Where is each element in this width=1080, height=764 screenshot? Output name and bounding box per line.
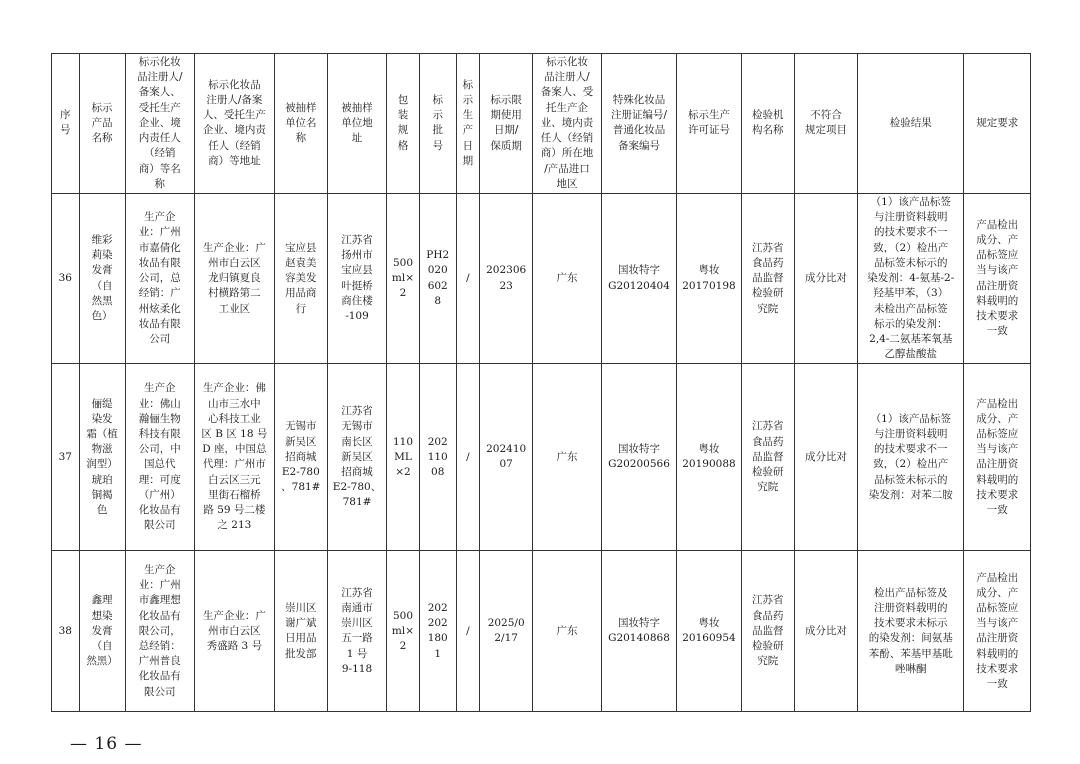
header-cell: 包 装 规 格 — [387, 54, 420, 194]
region: 广东 — [533, 193, 601, 363]
lab-name: 江苏省 食品药 品监督 检验研 究院 — [741, 364, 794, 551]
batch-number: PH2 020 602 8 — [419, 193, 456, 363]
sampled-unit: 宝应县 赵袁美 容美发 用品商 行 — [274, 193, 327, 363]
header-cell: 标示限 期使用 日期/ 保质期 — [480, 54, 533, 194]
registration-number: 国妆特字 G20200566 — [601, 364, 677, 551]
company-address: 生产企业：佛 山市三水中 心科技工业 区 B 区 18 号 D 座，中国总 代理：广州市 白云区三元 里街石榴桥 路 59 号二楼 之 213 — [195, 364, 275, 551]
package-spec: 500 ml× 2 — [387, 193, 420, 363]
header-cell: 标 示 生 产 日 期 — [456, 54, 480, 194]
header-cell: 规定要求 — [964, 54, 1031, 194]
header-cell: 被抽样 单位名 称 — [274, 54, 327, 194]
sampled-address: 江苏省 无锡市 南长区 新吴区 招商城 E2-780、 781# — [327, 364, 386, 551]
registration-number: 国妆特字 G20140868 — [601, 551, 677, 712]
registration-number: 国妆特字 G20120404 — [601, 193, 677, 363]
license-number: 粤妆 20160954 — [677, 551, 741, 712]
header-cell: 检验机 构名称 — [741, 54, 794, 194]
expiry-date: 2025/0 2/17 — [480, 551, 533, 712]
product-name: 俪缇 染发 霜（植 物滋 润型） 琥珀 铜褐 色 — [79, 364, 125, 551]
package-spec: 500 ml× 2 — [387, 551, 420, 712]
header-cell: 标示 产品 名称 — [79, 54, 125, 194]
row-number: 38 — [52, 551, 80, 712]
header-cell: 标示化妆品 注册人/备案 人、受托生产 企业、境内责 任人（经销 商）等地址 — [195, 54, 275, 194]
requirement: 产品检出 成分、产 品标签应 当与该产 品注册资 料载明的 技术要求 一致 — [964, 193, 1031, 363]
sampled-unit: 无锡市 新吴区 招商城 E2-780 、781# — [274, 364, 327, 551]
expiry-date: 202306 23 — [480, 193, 533, 363]
production-date: / — [456, 193, 480, 363]
row-number: 36 — [52, 193, 80, 363]
region: 广东 — [533, 551, 601, 712]
batch-number: 202 110 08 — [419, 364, 456, 551]
header-cell: 特殊化妆品 注册证编号/ 普通化妆品 备案编号 — [601, 54, 677, 194]
company-name: 生产企 业：广州 市嘉倩化 妆品有限 公司，总 经销：广 州炫柔化 妆品有限 公司 — [125, 193, 194, 363]
row-number: 37 — [52, 364, 80, 551]
package-spec: 110 ML ×2 — [387, 364, 420, 551]
lab-name: 江苏省 食品药 品监督 检验研 究院 — [741, 551, 794, 712]
header-cell: 不符合 规定项目 — [794, 54, 857, 194]
region: 广东 — [533, 364, 601, 551]
company-name: 生产企 业：广州 市鑫理想 化妆品有 限公司， 总经销： 广州普良 化妆品有 限公司 — [125, 551, 194, 712]
production-date: / — [456, 364, 480, 551]
license-number: 粤妆 20190088 — [677, 364, 741, 551]
table-row — [52, 364, 1031, 551]
test-result: 检出产品标签及 注册资料载明的 技术要求未标示 的染发剂：间氨基 苯酚、苯基甲基吡 唑啉酮 — [858, 551, 964, 712]
company-address: 生产企业：广 州市白云区 龙归镇夏良 村横路第二 工业区 — [195, 193, 275, 363]
company-address: 生产企业：广 州市白云区 秀盛路 3 号 — [195, 551, 275, 712]
header-cell: 序 号 — [52, 54, 80, 194]
inspection-results-table — [51, 53, 1031, 712]
expiry-date: 202410 07 — [480, 364, 533, 551]
header-cell: 标示化妆 品注册人/ 备案人、 受托生产 企业、境 内责任人 （经销 商）等名 称 — [125, 54, 194, 194]
test-result: （1）该产品标签 与注册资料载明 的技术要求不一 致，（2）检出产 品标签未标示的 染发剂：对苯二胺 — [858, 364, 964, 551]
nonconforming-item: 成分比对 — [794, 364, 857, 551]
requirement: 产品检出 成分、产 品标签应 当与该产 品注册资 料载明的 技术要求 一致 — [964, 551, 1031, 712]
test-result: （1）该产品标签 与注册资料载明 的技术要求不一 致，（2）检出产 品标签未标示的 染发剂：4-氨基-2- 羟基甲苯，（3） 未检出产品标签 标示的染发剂： 2,4-二氨基苯氧基 乙醇盐酸盐 — [858, 193, 964, 363]
header-cell: 标示化妆 品注册人/ 备案人、受 托生产企 业、境内责 任人（经销 商）所在地 /产品进口 地区 — [533, 54, 601, 194]
company-name: 生产企 业：佛山 瀚俪生物 科技有限 公司，中 国总代 理：可度 （广州） 化妆品有 限公司 — [125, 364, 194, 551]
license-number: 粤妆 20170198 — [677, 193, 741, 363]
table-row — [52, 193, 1031, 363]
product-name: 维彩 莉染 发膏 （自 然黑 色） — [79, 193, 125, 363]
header-row — [52, 54, 1031, 194]
lab-name: 江苏省 食品药 品监督 检验研 究院 — [741, 193, 794, 363]
sampled-address: 江苏省 扬州市 宝应县 叶挺桥 商住楼 -109 — [327, 193, 386, 363]
header-cell: 被抽样 单位地 址 — [327, 54, 386, 194]
header-cell: 标示生产 许可证号 — [677, 54, 741, 194]
sampled-address: 江苏省 南通市 崇川区 五一路 1 号 9-118 — [327, 551, 386, 712]
header-cell: 标 示 批 号 — [419, 54, 456, 194]
page-number: — 16 — — [70, 734, 143, 754]
table-row — [52, 551, 1031, 712]
nonconforming-item: 成分比对 — [794, 551, 857, 712]
header-cell: 检验结果 — [858, 54, 964, 194]
batch-number: 202 202 180 1 — [419, 551, 456, 712]
production-date: / — [456, 551, 480, 712]
nonconforming-item: 成分比对 — [794, 193, 857, 363]
requirement: 产品检出 成分、产 品标签应 当与该产 品注册资 料载明的 技术要求 一致 — [964, 364, 1031, 551]
sampled-unit: 崇川区 谢广斌 日用品 批发部 — [274, 551, 327, 712]
product-name: 鑫理 想染 发膏 （自 然黑） — [79, 551, 125, 712]
